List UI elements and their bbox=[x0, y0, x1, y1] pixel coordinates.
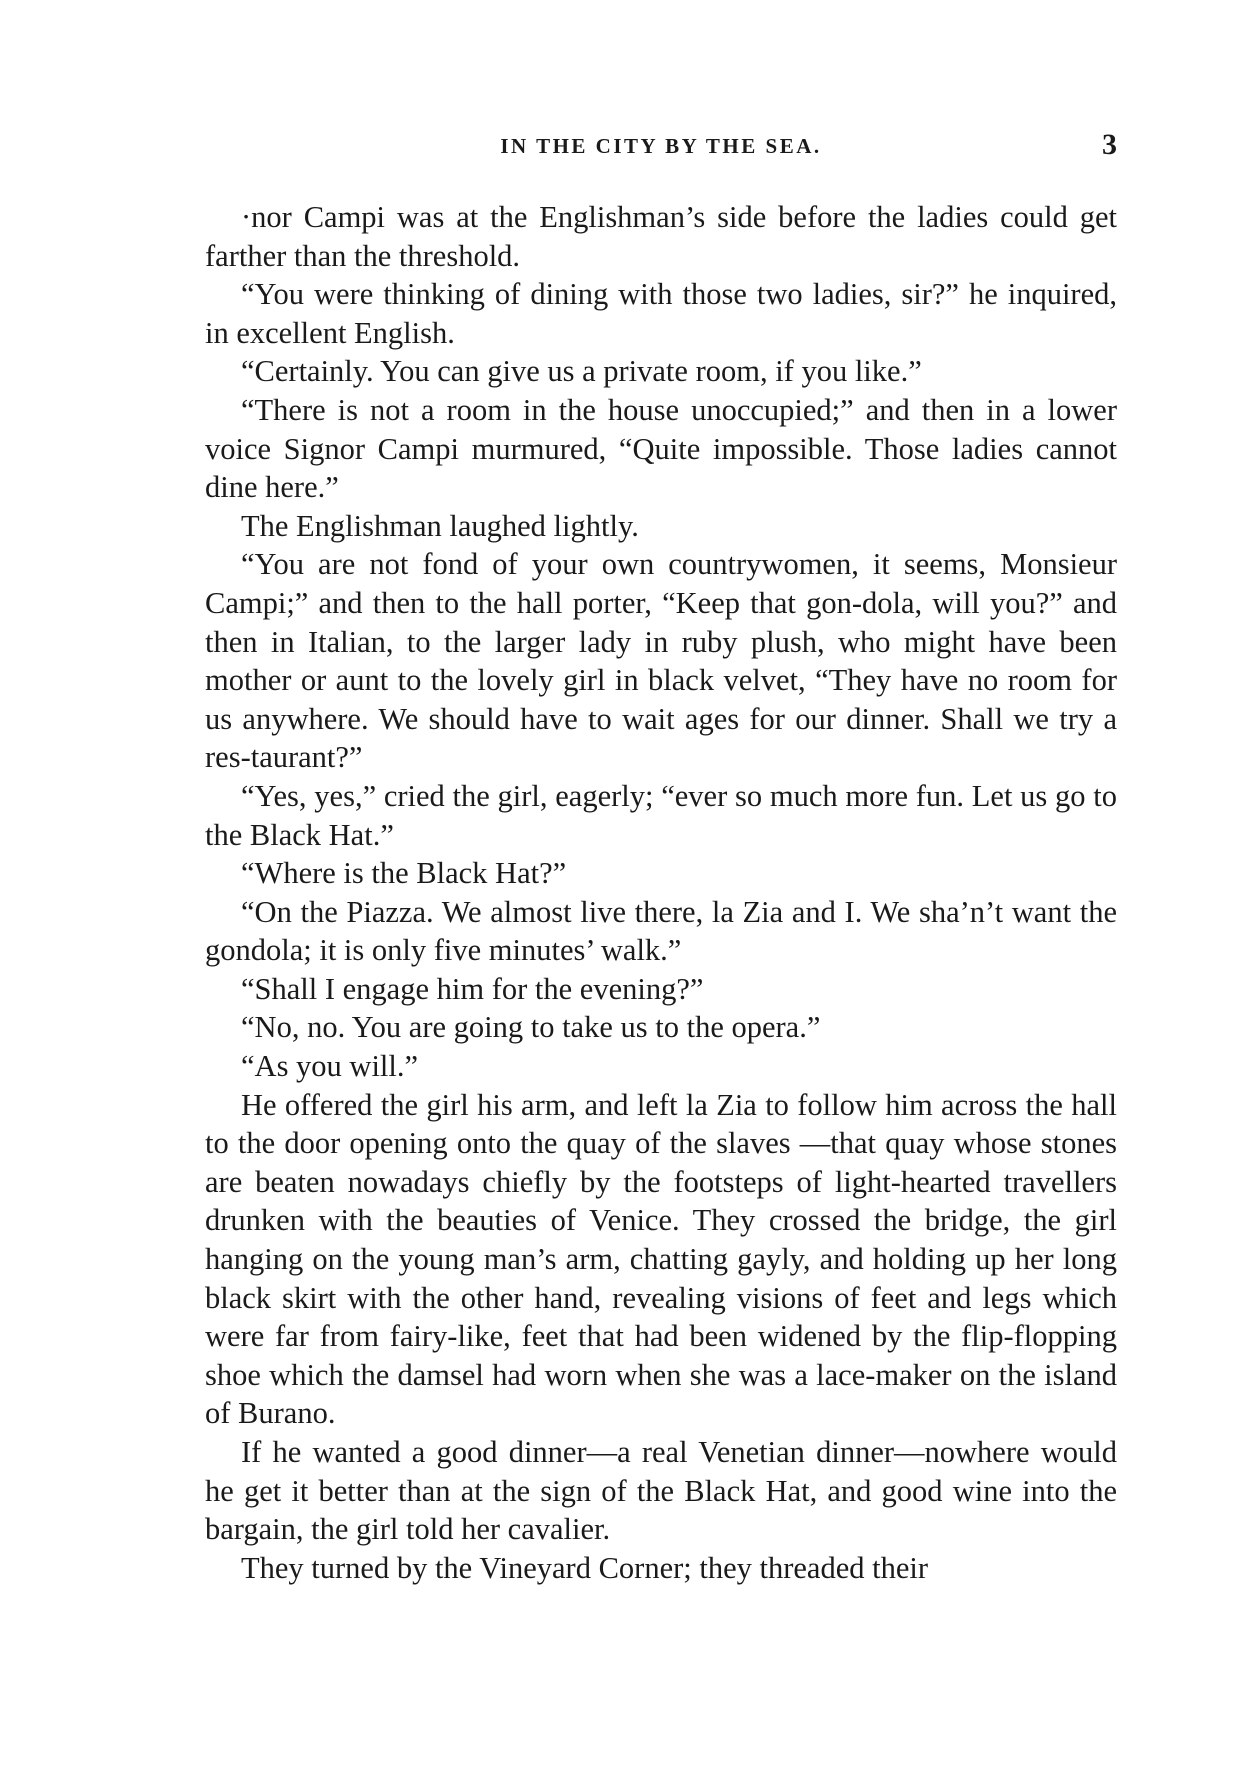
paragraph: “There is not a room in the house unoccupied;” and then in a lower voice Signor Campi murmured, “Quite impossible. Those ladies cannot dine here.” bbox=[205, 392, 1117, 505]
paragraph: If he wanted a good dinner—a real Venetian dinner—nowhere would he get it better than at the sign of the Black Hat, and good wine into the bargain, the girl told her cavalier. bbox=[205, 1435, 1117, 1547]
paragraph: “On the Piazza. We almost live there, la Zia and I. We sha’n’t want the gondola; it is only five minutes’ walk.” bbox=[205, 894, 1117, 968]
page-number: 3 bbox=[1102, 128, 1117, 161]
paragraph: “Yes, yes,” cried the girl, eagerly; “ever so much more fun. Let us go to the Black Hat.” bbox=[205, 778, 1117, 852]
paragraph: “Certainly. You can give us a private room, if you like.” bbox=[241, 354, 922, 389]
paragraph: “You were thinking of dining with those two ladies, sir?” he inquired, in excellent English. bbox=[205, 277, 1117, 350]
running-head bbox=[205, 128, 1117, 174]
paragraph: He offered the girl his arm, and left la Zia to follow him across the hall to the door opening onto the quay of the slaves —that quay whose stones are beaten nowadays chiefly by the footsteps of light-hearted travellers drunken with the beauties of Venice. They crossed the bridge, the girl hanging on the young man’s arm, chatting gayly, and holding up her long black skirt with the other hand, revealing visions of feet and legs which were far from fairy-like, feet that had been widened by the flip-flopping shoe which the damsel had worn when she was a lace-maker on the island of Burano. bbox=[205, 1087, 1117, 1431]
paragraph: “As you will.” bbox=[241, 1049, 419, 1084]
body-text bbox=[205, 198, 1117, 1587]
paragraph: They turned by the Vineyard Corner; they threaded their bbox=[241, 1550, 929, 1585]
paragraph: “No, no. You are going to take us to the opera.” bbox=[241, 1010, 821, 1045]
paragraph: “Where is the Black Hat?” bbox=[241, 856, 567, 891]
running-head-title: IN THE CITY BY THE SEA. bbox=[500, 134, 822, 158]
paragraph: The Englishman laughed lightly. bbox=[241, 508, 639, 543]
paragraph: “Shall I engage him for the evening?” bbox=[241, 971, 704, 1006]
paragraph: ·nor Campi was at the Englishman’s side before the ladies could get farther than the threshold. bbox=[205, 200, 1117, 273]
paragraph: “You are not fond of your own countrywomen, it seems, Monsieur Campi;” and then to the hall porter, “Keep that gon-dola, will you?” and then in Italian, to the larger lady in ruby plush, who might have been mother or aunt to the lovely girl in black velvet, “They have no room for us anywhere. We should have to wait ages for our dinner. Shall we try a res-taurant?” bbox=[205, 547, 1117, 775]
